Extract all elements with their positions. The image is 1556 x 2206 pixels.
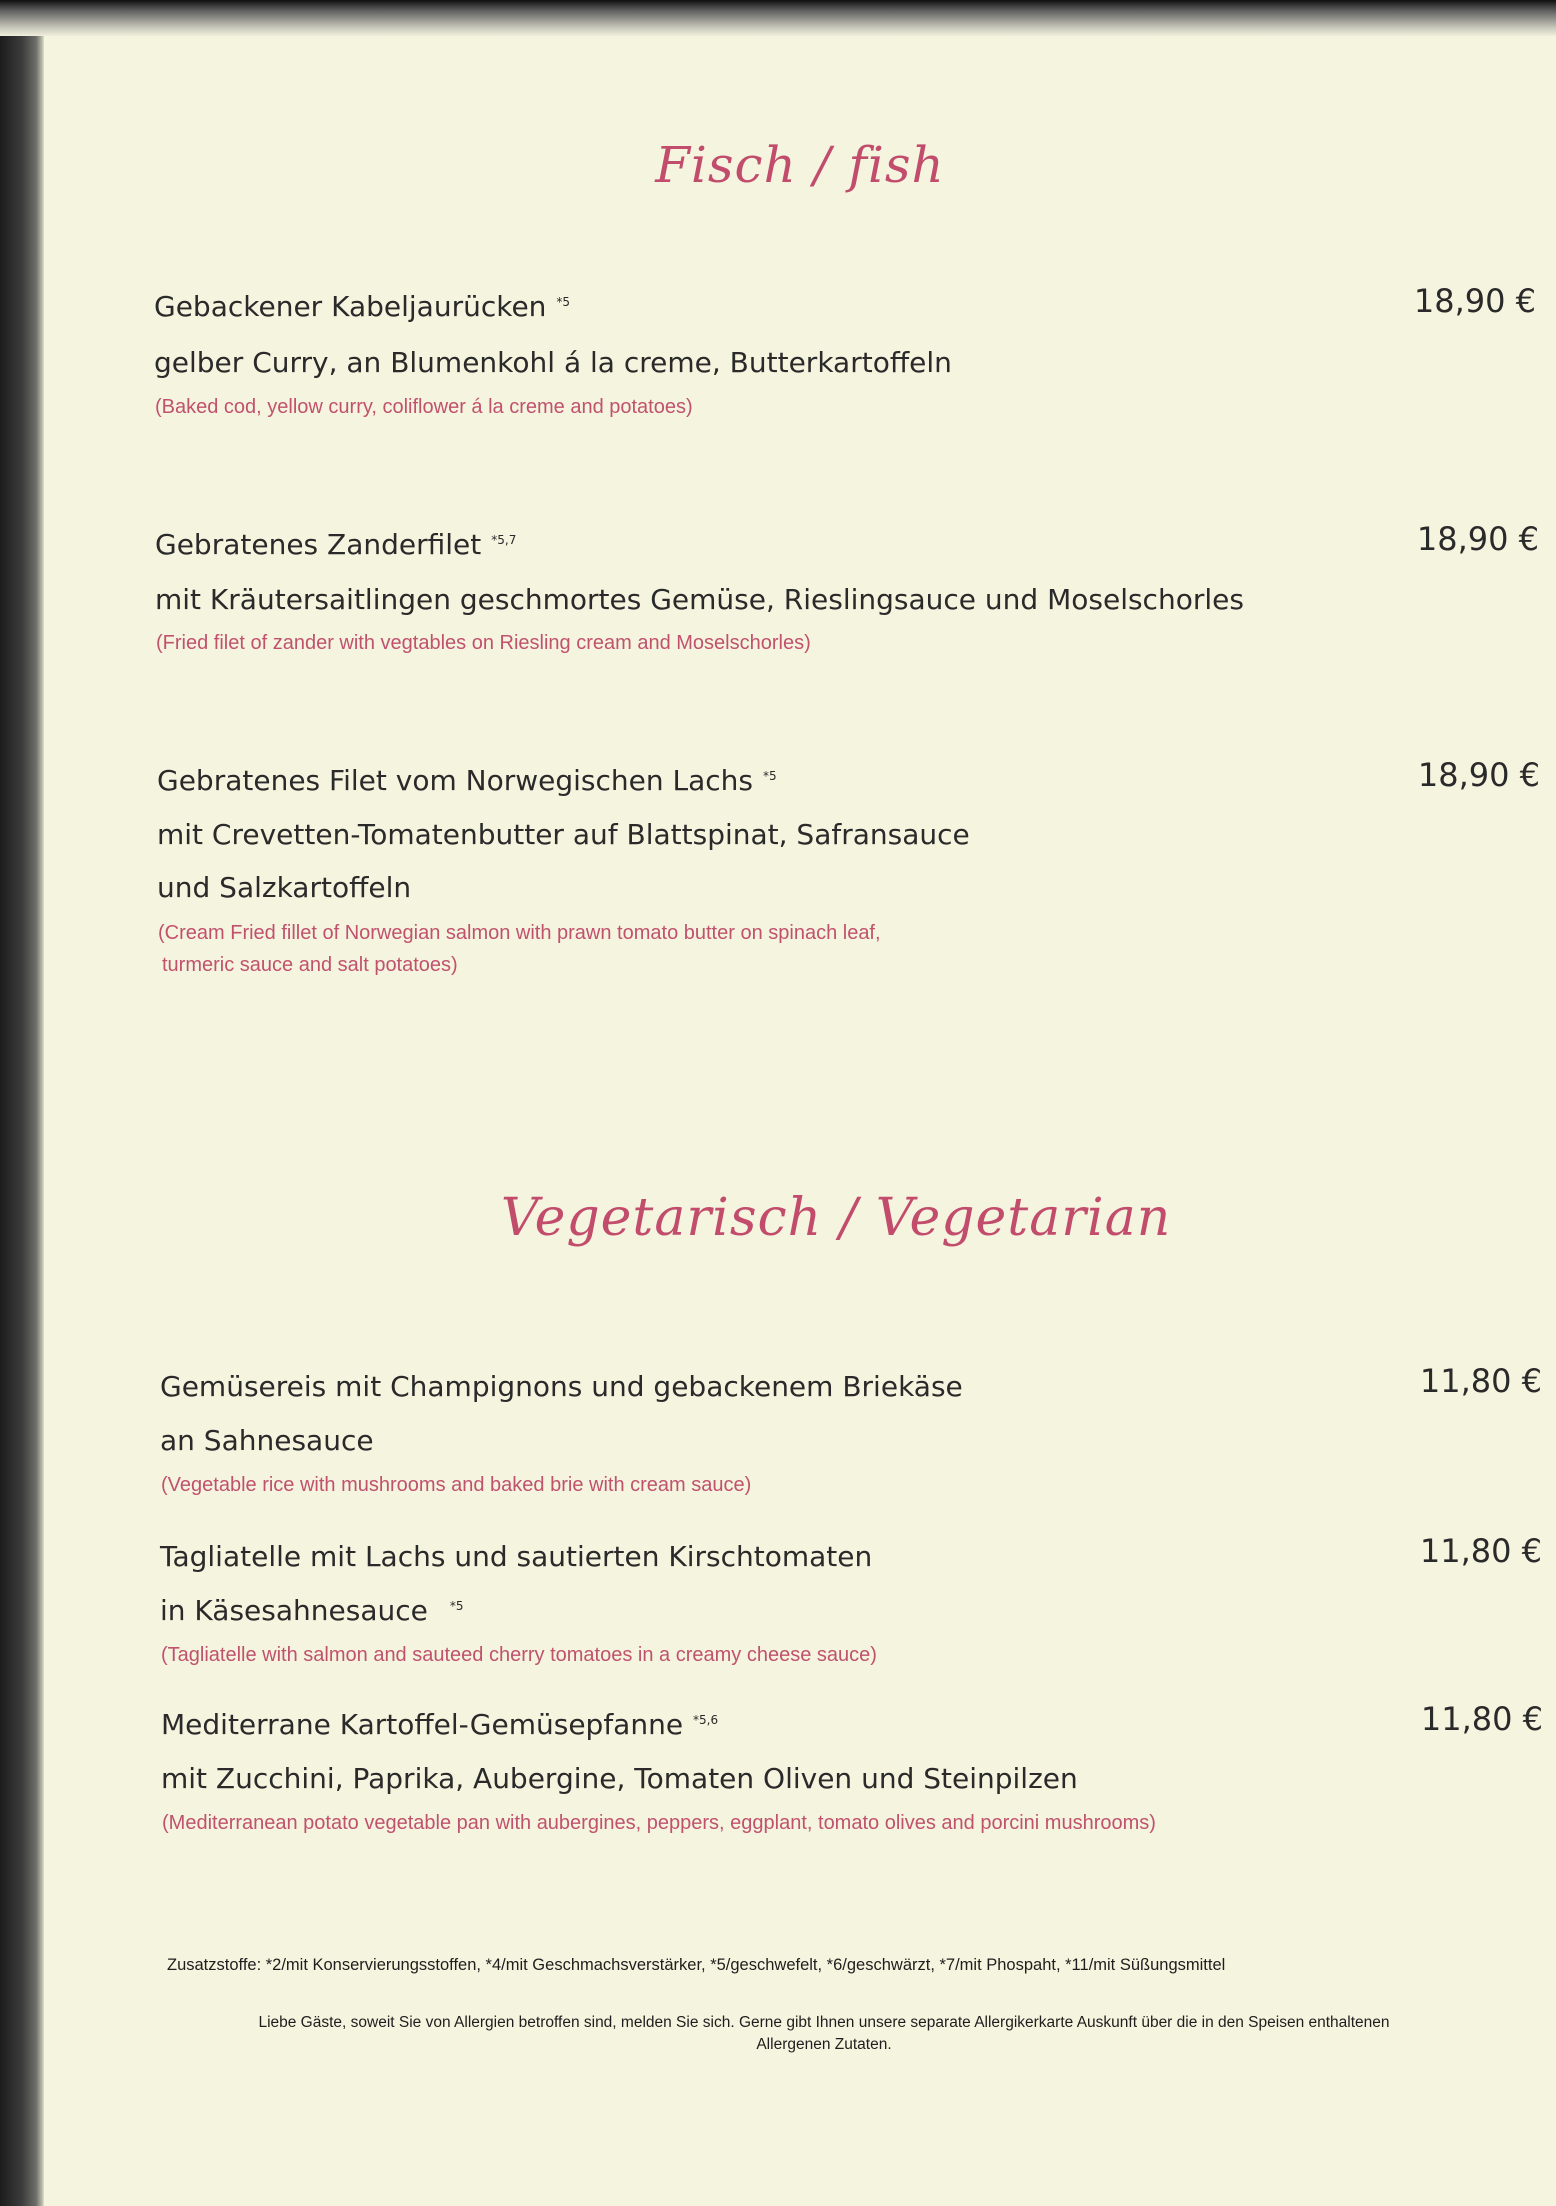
- dish-name-text: Gebratenes Zanderfilet: [155, 528, 482, 561]
- dish-name-text: Tagliatelle mit Lachs und sautierten Kirschtomaten: [160, 1540, 873, 1573]
- dish-name-text: Gebackener Kabeljaurücken: [154, 290, 547, 323]
- menu-binding-edge: [0, 0, 44, 2206]
- dish-name-text: Gemüsereis mit Champignons und gebackenem Briekäse: [160, 1370, 963, 1403]
- dish-name-text: Gebratenes Filet vom Norwegischen Lachs: [157, 764, 753, 797]
- dish-price: 11,80 €: [1420, 1700, 1543, 1738]
- menu-item: [44, 756, 1556, 976]
- dish-price: 11,80 €: [1419, 1362, 1542, 1400]
- dish-translation: (Vegetable rice with mushrooms and baked brie with cream sauce): [161, 1474, 752, 1496]
- dish-translation: turmeric sauce and salt potatoes): [162, 954, 458, 976]
- additive-marker: *5: [763, 768, 777, 783]
- dish-description: [160, 1594, 464, 1627]
- dish-name-text: Mediterrane Kartoffel-Gemüsepfanne: [161, 1708, 684, 1741]
- dish-translation: (Fried filet of zander with vegtables on Riesling cream and Moselschorles): [156, 632, 811, 654]
- dish-translation: (Baked cod, yellow curry, coliflower á la creme and potatoes): [155, 396, 693, 418]
- dish-price: 18,90 €: [1417, 756, 1540, 794]
- additive-marker: *5,6: [693, 1712, 719, 1727]
- additive-marker: *5: [556, 294, 571, 309]
- dish-price: 18,90 €: [1413, 282, 1536, 320]
- dish-name: [161, 1708, 718, 1741]
- additive-marker: *5: [449, 1598, 464, 1613]
- menu-top-edge: [0, 0, 1556, 36]
- dish-price: 18,90 €: [1416, 520, 1539, 558]
- section-title-fish: Fisch / fish: [655, 136, 945, 194]
- menu-item: [44, 520, 1556, 708]
- dish-description-text: in Käsesahnesauce: [160, 1594, 428, 1627]
- additive-marker: *5,7: [491, 532, 517, 547]
- menu-item: [44, 1700, 1556, 1888]
- dish-price: 11,80 €: [1419, 1532, 1542, 1570]
- menu-item: [44, 1532, 1556, 1720]
- menu-page: [44, 36, 1556, 2206]
- dish-name: [154, 290, 570, 323]
- dish-description: an Sahnesauce: [160, 1424, 374, 1457]
- allergy-note-line: Allergenen Zutaten.: [756, 2036, 892, 2053]
- dish-translation: (Mediterranean potato vegetable pan with aubergines, peppers, eggplant, tomato olives and porcini mushrooms): [162, 1812, 1156, 1834]
- allergy-note-line: Liebe Gäste, soweit Sie von Allergien betroffen sind, melden Sie sich. Gerne gibt Ihnen unsere separate Allergikerkarte Auskunft über die in den Speisen enthaltenen: [258, 2014, 1390, 2031]
- dish-translation: (Cream Fried fillet of Norwegian salmon with prawn tomato butter on spinach leaf,: [158, 922, 881, 944]
- dish-name: [160, 1540, 882, 1573]
- dish-name: [157, 764, 777, 797]
- allergy-note: [68, 2012, 1556, 2056]
- additives-note: Zusatzstoffe: *2/mit Konservierungsstoffen, *4/mit Geschmachsverstärker, *5/geschwefelt, *6/geschwärzt, *7/mit Phospaht, *11/mit Süßungsmittel: [167, 1956, 1226, 1974]
- dish-description: mit Crevetten-Tomatenbutter auf Blattspinat, Safransauce: [157, 818, 970, 851]
- dish-translation: (Tagliatelle with salmon and sauteed cherry tomatoes in a creamy cheese sauce): [161, 1644, 877, 1666]
- dish-name: [160, 1370, 973, 1403]
- dish-description: mit Kräutersaitlingen geschmortes Gemüse, Rieslingsauce und Moselschorles: [155, 583, 1244, 616]
- dish-description: mit Zucchini, Paprika, Aubergine, Tomaten Oliven und Steinpilzen: [161, 1762, 1078, 1795]
- menu-item: [44, 282, 1556, 470]
- dish-description: gelber Curry, an Blumenkohl á la creme, Butterkartoffeln: [154, 346, 952, 379]
- dish-description: und Salzkartoffeln: [157, 871, 412, 904]
- dish-name: [155, 528, 516, 561]
- section-title-vegetarian: Vegetarisch / Vegetarian: [500, 1188, 1172, 1248]
- menu-item: [44, 1362, 1556, 1550]
